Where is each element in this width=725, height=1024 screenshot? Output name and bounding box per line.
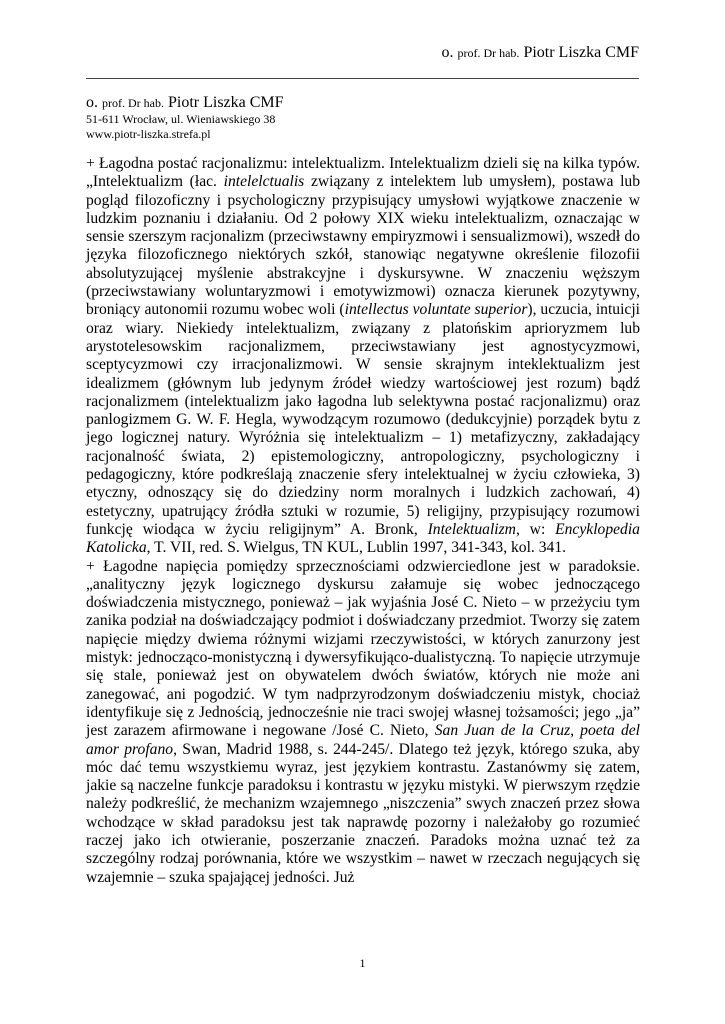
italic-text-run: Intelektualizm <box>427 520 516 538</box>
text-run: , Swan, Madrid 1988, s. 244-245/. Dlatego też język, którego szuka, aby móc dać temu wszystkiemu wyraz, jest językiem kontrastu. Zastanówmy się zatem, jakie są naczelne funkcje paradoksu i kontrastu w języku mistyki. W pierwszym rzędzie należy podkreślić, że mechanizm wzajemnego „niszczenia” swych znaczeń przez słowa wchodzące w skład paradoksu jest tak naprawdę pozorny i należałoby go rozumieć raczej jako ich otwieranie, poszerzanie znaczeń. Paradoks można uznać też za szczególny rodzaj porównania, które we wszystkim – nawet w rzeczach negujących się wzajemnie – szuka spajającej jedności. Już <box>86 740 640 886</box>
text-run: + Łagodna postać racjonalizmu: intelektualizm. Intelektualizm dzieli się na kilka typów. „Intelektualizm (łac. <box>86 155 640 191</box>
page-number: 1 <box>359 956 366 970</box>
italic-text-run: San Juan de la Cruz, poeta del amor profano <box>86 722 641 758</box>
text-run: ), uczucia, intuicji oraz wiary. Niekiedy intelektualizm, związany z platońskim aprioryzmem lub arystotelesowskim racjonalizmem, przeciwstawiany jest agnostycyzmowi, sceptycyzmowi czy irracjonalizmowi. W sensie skrajnym inteklektualizm jest idealizmem (głównym lub jedynym źródeł wiedzy wartościowej jest rozum) bądź racjonalizmem (intelektualizm jako łagodna lub selektywna postać racjonalizmu) oraz panlogizmem G. W. F. Hegla, wywodzącym rozumowo (dedukcyjnie) porządek bytu z jego logicznej natury. Wyróżnia się intelektualizm – 1) metafizyczny, zakładający racjonalność świata, 2) epistemologiczny, antropologiczny, psychologiczny i pedagogiczny, które podkreślają znaczenie sfery intelektualnej w życiu człowieka, 3) etyczny, odnoszący się do dziedziny norm moralnych i ludzkich zachowań, 4) estetyczny, upatrujący źródła sztuki w rozumie, 5) religijny, przypisujący rozumowi funkcję wiodąca w życiu religijnym” A. Bronk, <box>86 301 641 538</box>
author-title-small: prof. Dr hab. <box>102 96 164 110</box>
text-run: związany z intelektem lub umysłem), postawa lub pogląd filozoficzny i psychologiczny przypisujący umysłowi wyjątkowe znaczenie w ludzkim poznaniu i działaniu. Od 2 połowy XIX wieku intelektualizm, oznaczając w sensie szerszym racjonalizm (przeciwstawny empiryzmowi i sensualizmowi), wszedł do języka filozoficznego niektórych szkół, stanowiąc negatywne określenie filozofii absolutyzującej myślenie abstrakcyjne i dyskursywne. W znaczeniu węższym (przeciwstawiany woluntaryzmowi i emotywizmowi) oznacza kierunek pozytywny, broniący autonomii rozumu wobec woli ( <box>86 173 641 319</box>
text-run: + Łagodne napięcia pomiędzy sprzecznościami odzwierciedlone jest w paradoksie. „analityczny język logicznego dyskursu załamuje się wobec jednoczącego doświadczenia mistycznego, ponieważ – jak wyjaśnia José C. Nieto – w przeżyciu tym zanika podział na doświadczający podmiot i doświadczany przedmiot. Tworzy się zatem napięcie między dwiema różnymi wizjami rzeczywistości, w których zanurzony jest mistyk: jednocząco-monistyczną i dywersyfikująco-dualistyczną. To napięcie utrzymuje się stale, ponieważ jest on obywatelem dwóch światów, których nie może ani zanegować, ani pogodzić. W tym nadprzyrodzonym doświadczeniu mistyk, chociaż identyfikuje się z Jednością, jednocześnie nie traci swojej własnej tożsamości; jego „ja” jest zarazem afirmowane i negowane /José C. Nieto, <box>86 557 640 740</box>
body-text <box>86 155 640 887</box>
header-author-name: Piotr Liszka CMF <box>523 44 639 61</box>
text-run: , T. VII, red. S. Wielgus, TN KUL, Lublin 1997, 341-343, kol. 341. <box>146 539 567 557</box>
paragraph-paradox <box>86 558 640 887</box>
italic-text-run: Encyklopedia Katolicka <box>86 520 640 557</box>
author-line <box>86 94 284 112</box>
italic-text-run: intelelctualis <box>223 173 305 191</box>
author-block <box>86 94 284 142</box>
header-title-small: prof. Dr hab. <box>457 46 520 60</box>
italic-text-run: intellectus voluntate superior <box>344 301 528 319</box>
author-website: www.piotr-liszka.strefa.pl <box>86 127 211 141</box>
running-header <box>86 44 639 62</box>
author-address: 51-611 Wrocław, ul. Wieniawskiego 38 <box>86 112 276 126</box>
header-prefix: o. <box>441 44 454 61</box>
text-run: , w: <box>515 520 556 538</box>
author-name: Piotr Liszka CMF <box>167 94 284 111</box>
header-divider <box>86 78 639 79</box>
author-prefix: o. <box>86 94 98 111</box>
paragraph-intellectualism <box>86 155 640 558</box>
